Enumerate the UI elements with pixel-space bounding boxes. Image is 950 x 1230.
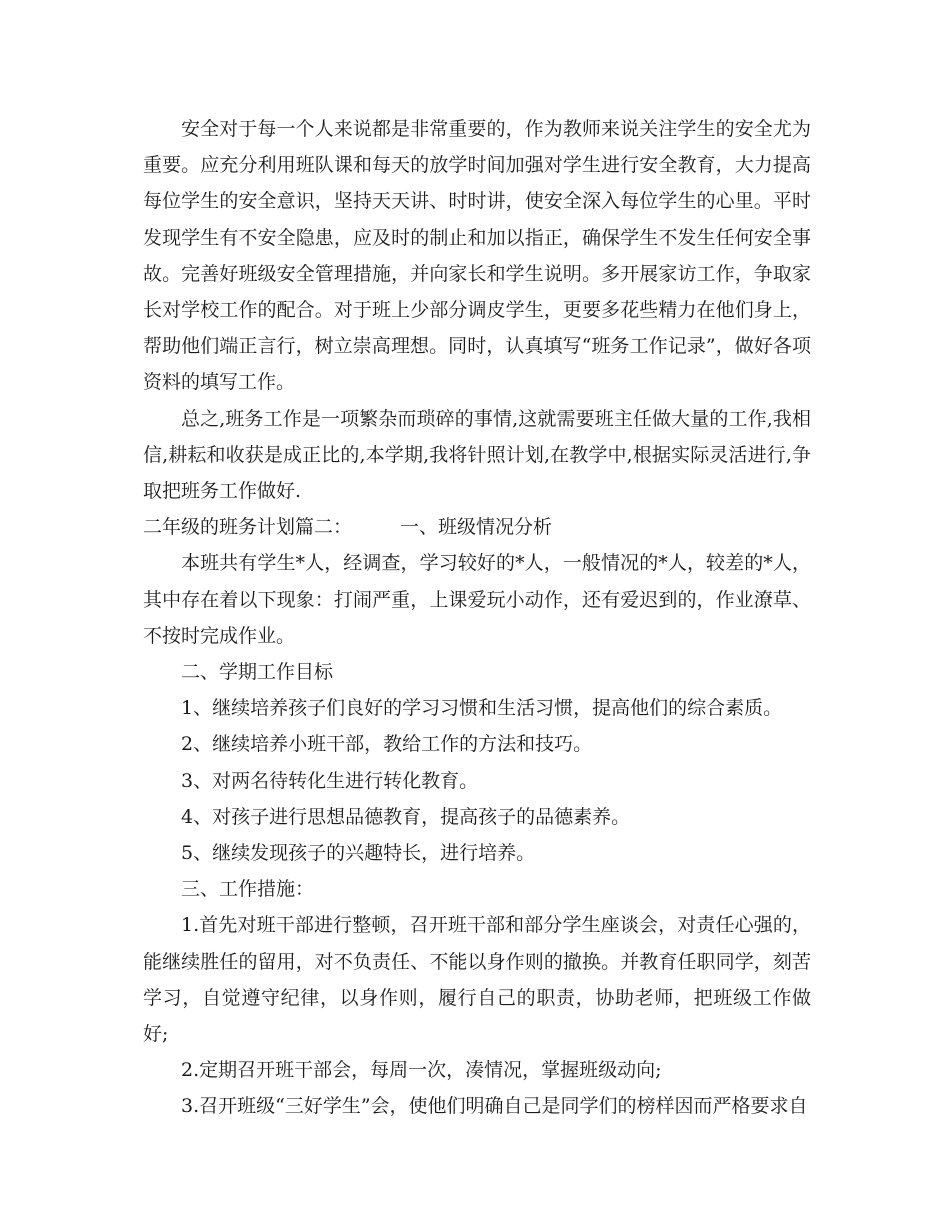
measure-item: 3.召开班级“三好学生”会，使他们明确自己是同学们的榜样因而严格要求自: [181, 1095, 808, 1118]
goal-item: 2、继续培养小班干部，教给工作的方法和技巧。: [181, 733, 593, 756]
document-body: [143, 111, 811, 1125]
goal-item: 4、对孩子进行思想品德教育，提高孩子的品德素养。: [181, 805, 631, 828]
paragraph-class-analysis: 本班共有学生*人，经调查，学习较好的*人，一般情况的*人，较差的*人，其中存在着以下现象：打闹严重，上课爱玩小动作，还有爱迟到的，作业潦草、不按时完成作业。: [143, 552, 811, 647]
goal-item: 3、对两名待转化生进行转化教育。: [181, 769, 479, 792]
measure-item: 1.首先对班干部进行整顿，召开班干部和部分学生座谈会，对责任心强的，能继续胜任的留用，对不负责任、不能以身作则的撤换。并教育任职同学，刻苦学习，自觉遵守纪律，以身作则，履行自己的职责，协助老师，把班级工作做好;: [143, 914, 811, 1046]
paragraph-summary: 总之,班务工作是一项繁杂而琐碎的事情,这就需要班主任做大量的工作,我相信,耕耘和收获是成正比的,本学期,我将针照计划,在教学中,根据实际灵活进行,争取把班务工作做好.: [143, 407, 811, 503]
section-three-title: 三、工作措施：: [181, 878, 315, 901]
goal-item: 1、继续培养孩子们良好的学习习惯和生活习惯，提高他们的综合素质。: [181, 697, 783, 720]
goal-item: 5、继续发现孩子的兴趣特长，进行培养。: [181, 842, 536, 865]
measure-item: 2.定期召开班干部会，每周一次，凑情况，掌握班级动向;: [181, 1059, 662, 1082]
section-one-title: 一、班级情况分析: [400, 516, 553, 539]
section-heading-line: [143, 509, 811, 545]
section-two-title: 二、学期工作目标: [181, 661, 334, 684]
paragraph-safety: 安全对于每一个人来说都是非常重要的，作为教师来说关注学生的安全尤为重要。应充分利用班队课和每天的放学时间加强对学生进行安全教育，大力提高每位学生的安全意识，坚持天天讲、时时讲，使安全深入每位学生的心里。平时发现学生有不安全隐患，应及时的制止和加以指正，确保学生不发生任何安全事故。完善好班级安全管理措施，并向家长和学生说明。多开展家访工作，争取家长对学校工作的配合。对于班上少部分调皮学生，更要多花些精力在他们身上，帮助他们端正言行，树立崇高理想。同时，认真填写“班务工作记录”，做好各项资料的填写工作。: [143, 118, 811, 394]
plan-title: 二年级的班务计划篇二：: [143, 516, 353, 539]
